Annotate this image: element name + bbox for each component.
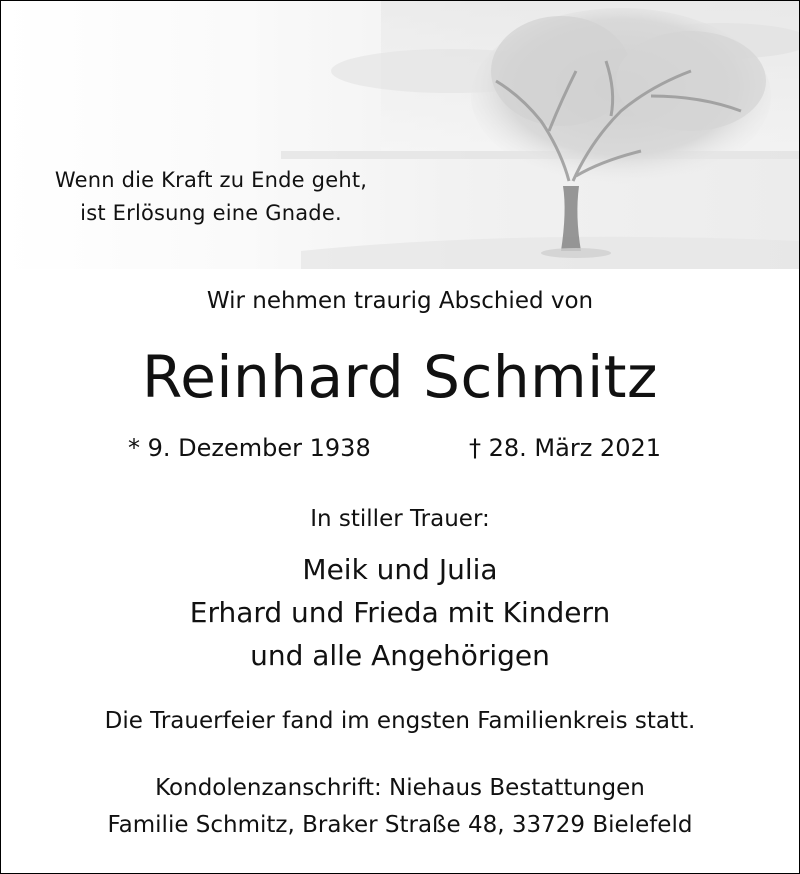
death-date: † 28. März 2021 <box>469 434 662 462</box>
condolence-address-line-1: Kondolenzanschrift: Niehaus Bestattungen <box>155 775 645 801</box>
funeral-notice: Die Trauerfeier fand im engsten Familienkreis statt. <box>104 708 696 734</box>
deceased-name: Reinhard Schmitz <box>142 343 658 411</box>
tree-trunk <box>561 186 581 251</box>
mourner-line: und alle Angehörigen <box>250 639 550 672</box>
mourner-line: Meik und Julia <box>302 553 498 586</box>
birth-date: * 9. Dezember 1938 <box>128 434 371 462</box>
header-image-area <box>1 1 799 269</box>
quote-line-2: ist Erlösung eine Gnade. <box>80 201 342 225</box>
mourning-title: In stiller Trauer: <box>310 506 490 532</box>
tree-shadow <box>541 248 611 258</box>
farewell-intro: Wir nehmen traurig Abschied von <box>206 288 594 314</box>
condolence-address-line-2: Familie Schmitz, Braker Straße 48, 33729 Bielefeld <box>107 812 693 838</box>
quote-line-1: Wenn die Kraft zu Ende geht, <box>54 168 368 192</box>
tree-canopy-right <box>616 31 766 131</box>
mourner-line: Erhard und Frieda mit Kindern <box>189 596 611 629</box>
